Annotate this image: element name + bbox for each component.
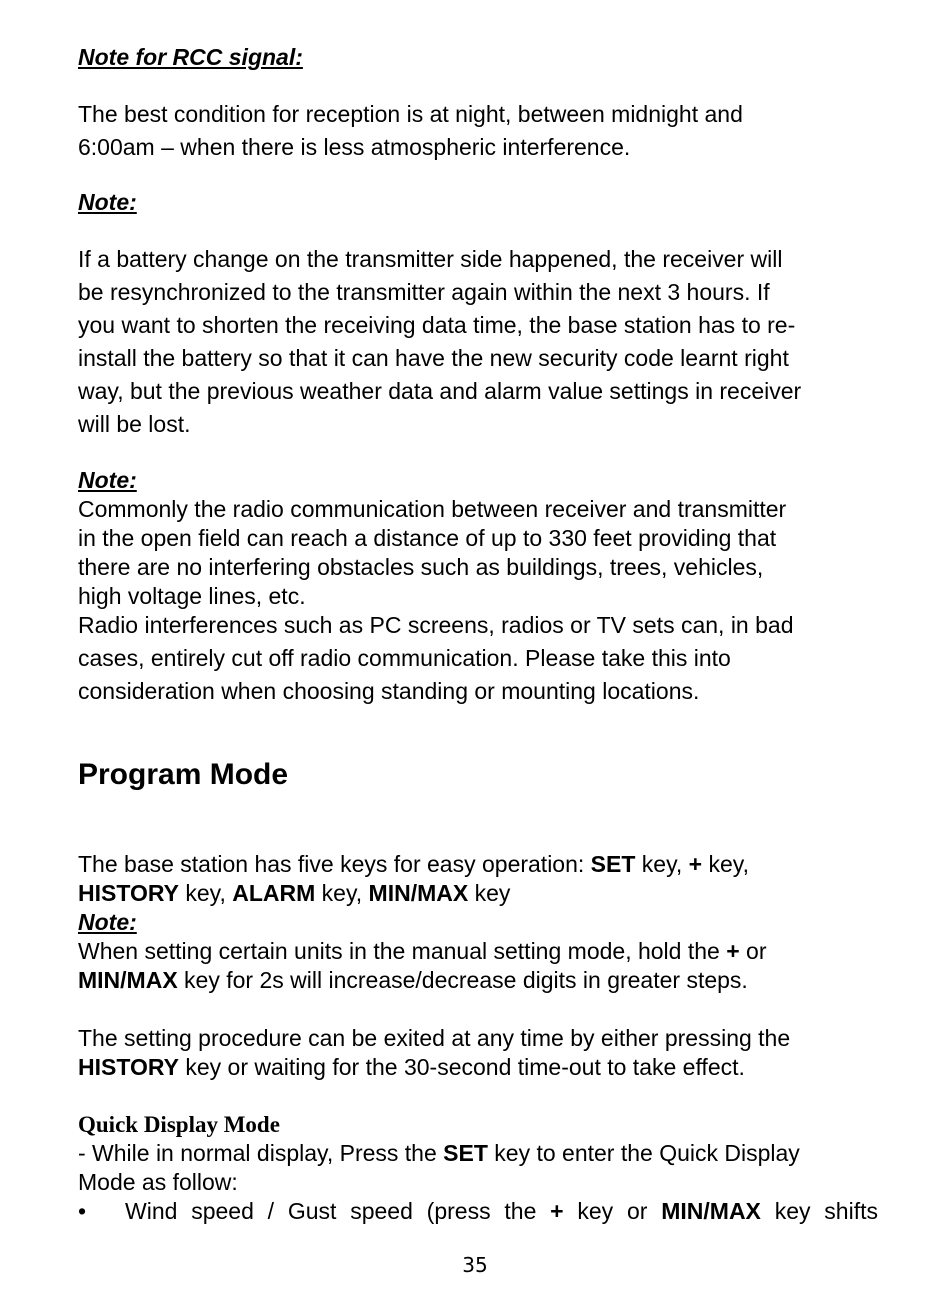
program-note-line-2 bbox=[78, 966, 878, 995]
battery-note-line: way, but the previous weather data and alarm value settings in receiver bbox=[78, 378, 802, 404]
key-minmax-label: MIN/MAX bbox=[78, 967, 178, 993]
radio-note-line: high voltage lines, etc. bbox=[78, 583, 306, 609]
quick-display-line-2: Mode as follow: bbox=[78, 1169, 238, 1195]
keys-text: The base station has five keys for easy operation: bbox=[78, 851, 591, 877]
key-set-label: SET bbox=[443, 1140, 488, 1166]
radio-note-line: in the open field can reach a distance of up to 330 feet providing that bbox=[78, 525, 777, 551]
radio-note-line: cases, entirely cut off radio communication. Please take this into bbox=[78, 645, 731, 671]
battery-note-line: If a battery change on the transmitter side happened, the receiver will bbox=[78, 246, 783, 272]
key-set-label: SET bbox=[590, 851, 636, 877]
radio-note-body bbox=[78, 495, 878, 640]
key-plus-label: + bbox=[550, 1198, 564, 1224]
quick-display-title: Quick Display Mode bbox=[78, 1112, 280, 1137]
note-text: When setting certain units in the manual setting mode, hold the bbox=[78, 938, 727, 964]
keys-paragraph bbox=[78, 850, 878, 908]
quick-text: key to enter the Quick Display bbox=[487, 1140, 800, 1166]
page-number: 35 bbox=[462, 1253, 488, 1277]
key-alarm-label: ALARM bbox=[232, 880, 316, 906]
program-mode-title: Program Mode bbox=[78, 758, 289, 791]
radio-note-line: Commonly the radio communication between receiver and transmitter bbox=[78, 496, 787, 522]
note-text: key for 2s will increase/decrease digits in greater steps. bbox=[177, 967, 748, 993]
radio-note-heading: Note: bbox=[78, 467, 137, 493]
quick-display-body bbox=[78, 1139, 878, 1197]
rcc-note-line: The best condition for reception is at night, between midnight and bbox=[78, 101, 743, 127]
quick-text: - While in normal display, Press the bbox=[78, 1140, 444, 1166]
keys-text: key, bbox=[178, 880, 233, 906]
radio-note-line: there are no interfering obstacles such as buildings, trees, vehicles, bbox=[78, 554, 764, 580]
exit-line-2 bbox=[78, 1053, 878, 1082]
program-note-heading: Note: bbox=[78, 909, 137, 935]
keys-text: key, bbox=[702, 851, 749, 877]
battery-note-line: install the battery so that it can have the new security code learnt right bbox=[78, 345, 789, 371]
radio-note-line: Radio interferences such as PC screens, radios or TV sets can, in bad bbox=[78, 612, 794, 638]
key-minmax-label: MIN/MAX bbox=[368, 880, 469, 906]
bullet-fragment: key shifts bbox=[760, 1198, 878, 1224]
note-text: or bbox=[739, 938, 767, 964]
rcc-note-line: 6:00am – when there is less atmospheric interference. bbox=[78, 134, 631, 160]
key-plus-label: + bbox=[726, 938, 740, 964]
bullet-fragment: Wind speed / Gust speed (press the bbox=[125, 1198, 551, 1224]
keys-line-1 bbox=[78, 850, 878, 879]
key-plus-label: + bbox=[688, 851, 703, 877]
battery-note-heading: Note: bbox=[78, 189, 137, 215]
key-minmax-label: MIN/MAX bbox=[661, 1198, 761, 1224]
exit-paragraph bbox=[78, 1024, 878, 1082]
program-note-body bbox=[78, 937, 878, 995]
key-history-label: HISTORY bbox=[78, 1054, 179, 1080]
exit-text: key or waiting for the 30-second time-out to take effect. bbox=[178, 1054, 745, 1080]
battery-note-line: will be lost. bbox=[78, 411, 191, 437]
quick-display-line-1 bbox=[78, 1139, 878, 1168]
battery-note-line: be resynchronized to the transmitter again within the next 3 hours. If bbox=[78, 279, 770, 305]
bullet-text bbox=[125, 1197, 878, 1226]
bullet-icon: • bbox=[78, 1198, 87, 1224]
keys-text: key bbox=[468, 880, 511, 906]
keys-line-2 bbox=[78, 879, 878, 908]
exit-line-1: The setting procedure can be exited at any time by either pressing the bbox=[78, 1025, 791, 1051]
key-history-label: HISTORY bbox=[78, 880, 179, 906]
bullet-fragment: key or bbox=[563, 1198, 662, 1224]
rcc-note-body bbox=[78, 98, 878, 164]
radio-note-body-continued bbox=[78, 642, 878, 708]
rcc-note-heading: Note for RCC signal: bbox=[78, 44, 303, 70]
battery-note-body bbox=[78, 243, 878, 441]
radio-note-line: consideration when choosing standing or mounting locations. bbox=[78, 678, 700, 704]
battery-note-line: you want to shorten the receiving data time, the base station has to re- bbox=[78, 312, 796, 338]
program-note-line-1 bbox=[78, 937, 878, 966]
keys-text: key, bbox=[315, 880, 369, 906]
keys-text: key, bbox=[635, 851, 689, 877]
